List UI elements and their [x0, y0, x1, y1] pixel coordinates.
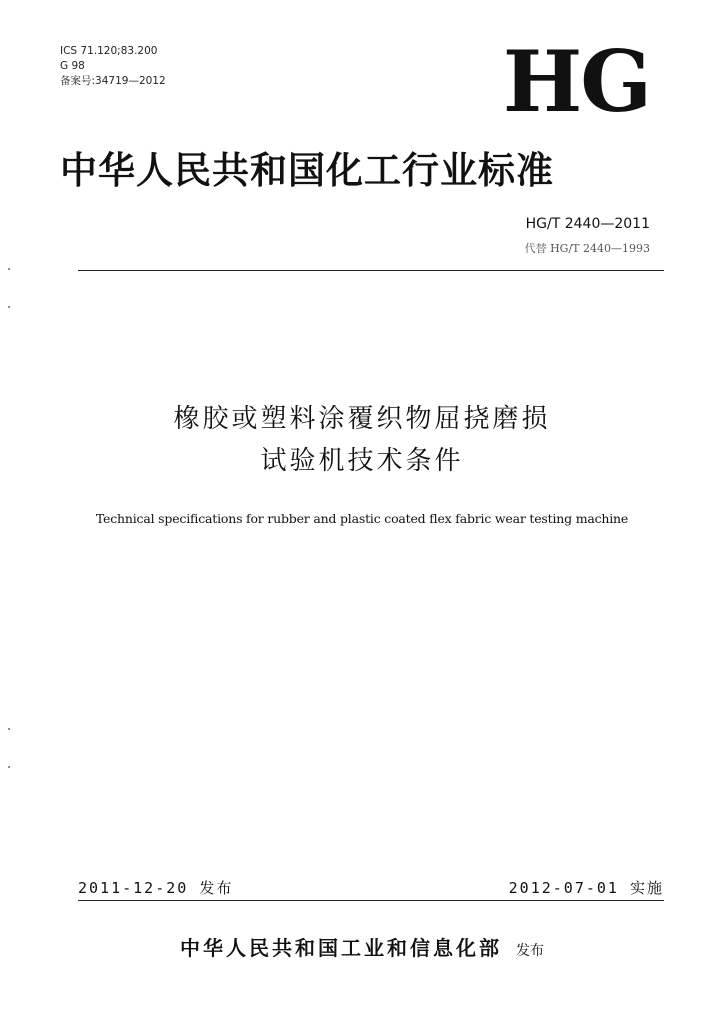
document-title-en: Technical specifications for rubber and plastic coated flex fabric wear testing machine: [95, 511, 629, 526]
classification-code: G 98: [60, 60, 85, 72]
publisher: [0, 932, 724, 961]
scan-speck: [8, 766, 10, 768]
document-title-cn-line2: 试验机技术条件: [260, 446, 464, 476]
issue-date: 2011-12-20 发布: [78, 879, 234, 897]
standard-category-title: 中华人民共和国化工行业标准: [60, 148, 554, 192]
hg-logo: HG: [502, 32, 650, 131]
publisher-org: 中华人民共和国工业和信息化部: [180, 936, 502, 960]
standard-code: HG/T 2440—2011: [525, 216, 650, 232]
header-divider: [78, 270, 664, 271]
scan-speck: [8, 728, 10, 730]
footer-divider: [78, 900, 664, 901]
scan-speck: [8, 306, 10, 308]
document-title-cn-line1: 橡胶或塑料涂覆织物屈挠磨损: [173, 404, 551, 434]
replaces-standard: 代替 HG/T 2440—1993: [524, 242, 650, 255]
standard-metadata: [60, 44, 166, 89]
scan-speck: [8, 268, 10, 270]
implementation-date: 2012-07-01 实施: [508, 879, 664, 897]
ics-code: ICS 71.120;83.200: [60, 45, 158, 57]
filing-number: 备案号:34719—2012: [60, 75, 166, 87]
publish-label: 发布: [516, 943, 544, 959]
